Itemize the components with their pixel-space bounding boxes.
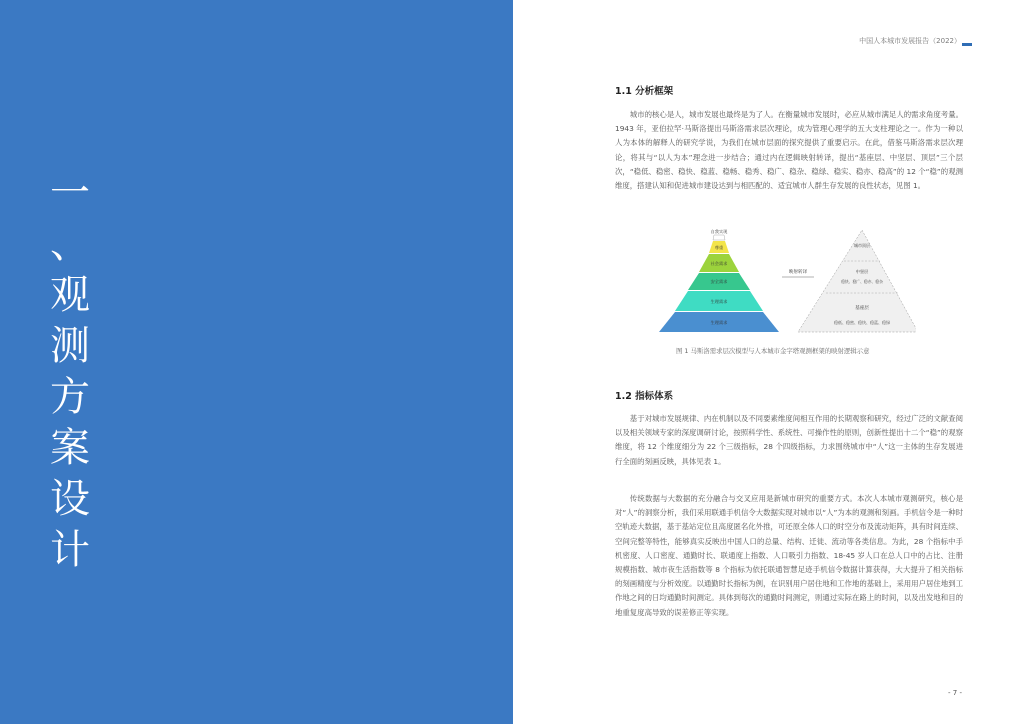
- observation-middle-label: 中坚层: [855, 269, 869, 274]
- chapter-title-char: 设: [50, 476, 90, 522]
- mapping-label: 映射转译: [788, 270, 808, 275]
- paragraph: 基于对城市发展规律、内在机制以及不同要素维度间相互作用的长期观察和研究，经过广泛的文献查阅以及相关领域专家的深度调研讨论，按照科学性、系统性、可操作性的原则，创新性提出十二个“稳”的观察维度，将 12 个维度细分为 22 个三级指标，28 个四级指标，力求围绕城市中“人”这一主体的生存发展进行全面的刻画反映，具体见表 1。: [615, 414, 963, 466]
- pyramid-figure: [626, 225, 916, 340]
- chapter-title-char: 方: [50, 374, 90, 420]
- observation-middle-sub: 稳快、稳广、稳亦、稳杂: [841, 279, 883, 284]
- section-heading: 1.1 分析框架: [615, 86, 674, 97]
- observation-top-label: 城市顶层: [854, 243, 870, 248]
- page-number: - 7 -: [948, 689, 962, 697]
- paragraph: 传统数据与大数据的充分融合与交叉应用是新城市研究的重要方式。本次人本城市观测研究，核心是对“人”的洞察分析，我们采用联通手机信令大数据实现对城市以“人”为本的观测和刻画。手机信令是一种时空轨迹大数据，基于基站定位且高度匿名化外推，可还原全体人口的时空分布及流动矩阵，具有时间连续、空间完整等特性，能够真实反映出中国人口的总量、结构、迁徙、流动等各类信息。为此，28 个指标中手机密度、人口密度、通勤时长、联通度上指数、人口吸引力指数、18-45 岁人口在总人口中的占比、注册规模指数、城市夜生活指数等 8 个指标为依托联通智慧足迹手机信令数据计算获得，大大提升了相关指标的刻画精度与分析效度。以通勤时长指标为例，在识别用户居住地和工作地的基础上，采用用户居住地到工作地之间的日均通勤时间测定。具体到每次的通勤时间测定，则通过实际在路上的时间，以及出发地和目的地重复度高导致的误差修正等实现。: [615, 494, 963, 617]
- chapter-title: [46, 168, 94, 576]
- pyramid-level-label: 生理需求: [710, 320, 728, 325]
- chapter-title-char: 观: [50, 272, 90, 318]
- figure-caption: 图 1 马斯洛需求层次模型与人本城市金字塔观测框架的映射逻辑示意: [676, 347, 870, 355]
- chapter-title-char: 一: [50, 170, 90, 216]
- pyramid-level-label: 尊重: [714, 245, 724, 250]
- observation-bottom-label: 基座层: [855, 306, 869, 311]
- pyramid-level-top: [713, 235, 725, 240]
- section-heading: 1.2 指标体系: [615, 391, 674, 402]
- pyramid-level-label: 社会需求: [710, 261, 728, 266]
- pyramid-level-label: 安全需求: [710, 279, 728, 284]
- chapter-title-char: 案: [50, 425, 90, 471]
- chapter-title-char: 、: [50, 221, 90, 267]
- chapter-title-char: 测: [50, 323, 90, 369]
- observation-bottom-sub: 稳低、稳密、稳快、稳蓝、稳绿: [834, 320, 890, 325]
- header-rule: [962, 44, 972, 46]
- report-header: 中国人本城市发展报告（2022）: [859, 37, 961, 45]
- paragraph: 城市的核心是人，城市发展也最终是为了人。在衡量城市发展时，必应从城市满足人的需求角度考量。1943 年，亚伯拉罕·马斯洛提出马斯洛需求层次理论，成为管理心理学的五大支柱理论之一。作为一种以人为本体的解释人的研究学说，为我们在城市层面的探究提供了重要启示。在此，借鉴马斯洛需求层次理论，将其与“以人为本”理念进一步结合；通过内在逻辑映射转译，提出“基座层、中坚层、顶层”三个层次，“稳低、稳密、稳快、稳蓝、稳畅、稳秀、稳广、稳杂、稳绿、稳实、稳亦、稳高”的 12 个“稳”的观测维度，搭建认知和促进城市建设达到与相匹配的、适宜城市人群生存发展的良性状态，见图 1。: [615, 110, 963, 191]
- pyramid-level-label: 生理需求: [710, 299, 728, 304]
- document-page: [513, 0, 1024, 724]
- pyramid-top-label: 自我实现: [710, 229, 728, 234]
- chapter-title-char: 计: [50, 527, 90, 573]
